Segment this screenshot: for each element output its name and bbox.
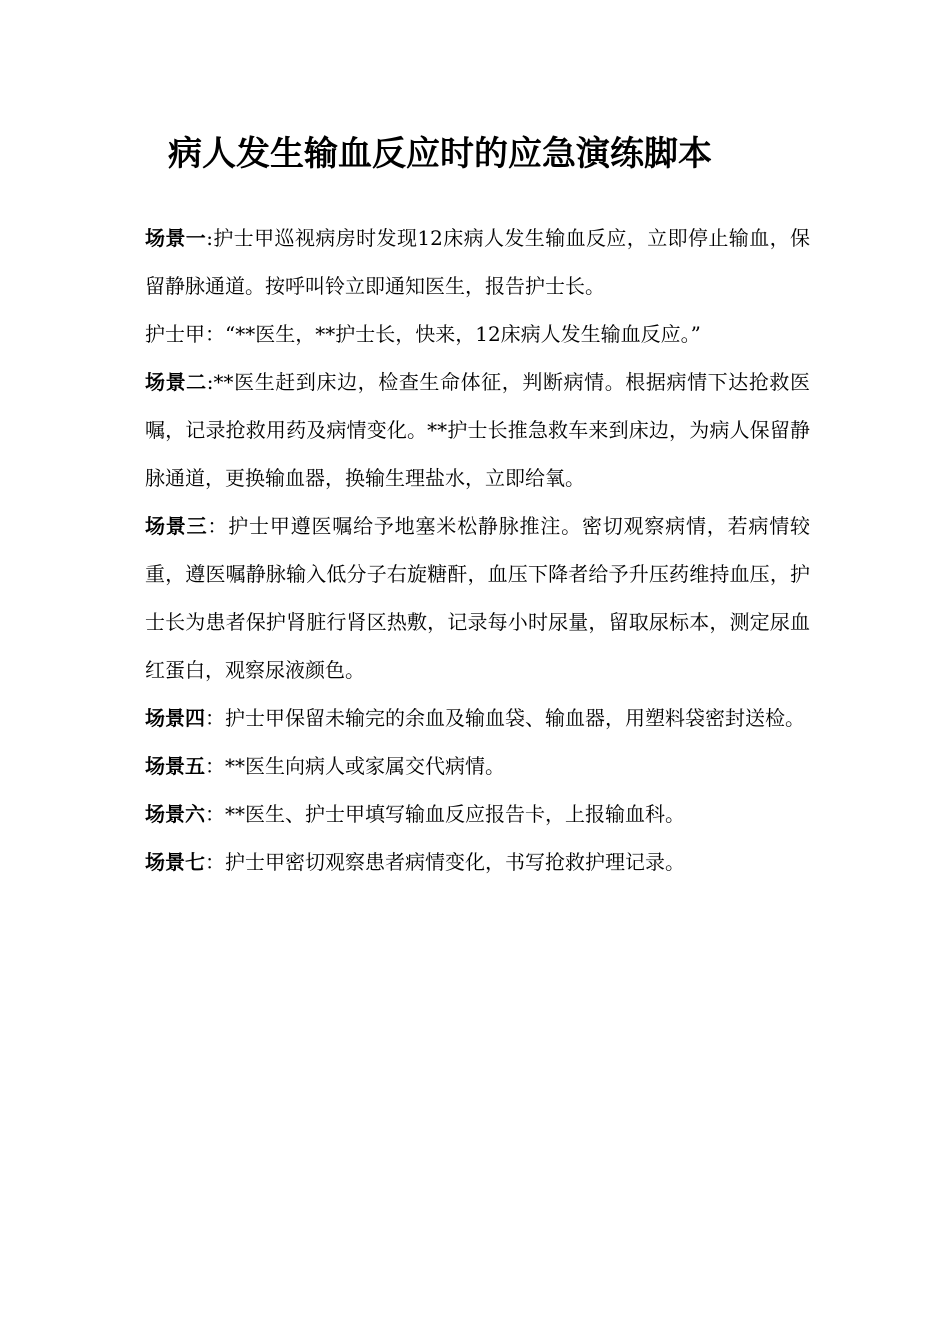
scene-6-text: **医生、护士甲填写输血反应报告卡，上报输血科。 xyxy=(225,802,685,826)
scene-1-paragraph xyxy=(145,214,810,310)
scene-7-paragraph xyxy=(145,838,810,886)
scene-2-label: 场景二 xyxy=(145,370,207,394)
scene-7-label: 场景七 xyxy=(145,850,205,874)
scene-1-label: 场景一 xyxy=(145,226,207,250)
scene-2-text: **医生赶到床边，检查生命体征，判断病情。根据病情下达抢救医嘱，记录抢救用药及病情变化。**护士长推急救车来到床边，为病人保留静脉通道，更换输血器，换输生理盐水，立即给氧。 xyxy=(145,370,811,490)
nurse-a-dialogue-paragraph xyxy=(145,310,810,358)
scene-6-label: 场景六 xyxy=(145,802,205,826)
scene-3-separator: ： xyxy=(207,514,229,538)
scene-1-separator: : xyxy=(206,226,213,250)
scene-6-paragraph xyxy=(145,790,810,838)
nurse-a-dialogue-text: 护士甲：“**医生，**护士长，快来，12床病人发生输血反应。” xyxy=(145,322,701,346)
document-title: 病人发生输血反应时的应急演练脚本 xyxy=(168,134,712,174)
scene-7-text: 护士甲密切观察患者病情变化，书写抢救护理记录。 xyxy=(225,850,685,874)
scene-7-separator: ： xyxy=(205,850,225,874)
scene-3-paragraph xyxy=(145,502,810,694)
scene-3-label: 场景三 xyxy=(145,514,208,538)
scene-4-paragraph xyxy=(145,694,810,742)
scene-5-paragraph xyxy=(145,742,810,790)
scene-4-label: 场景四 xyxy=(145,706,205,730)
scene-1-text: 护士甲巡视病房时发现12床病人发生输血反应，立即停止输血，保留静脉通道。按呼叫铃立即通知医生，报告护士长。 xyxy=(145,226,810,298)
scene-4-text: 护士甲保留未输完的余血及输血袋、输血器，用塑料袋密封送检。 xyxy=(225,706,805,730)
scene-5-text: **医生向病人或家属交代病情。 xyxy=(225,754,505,778)
scene-5-label: 场景五 xyxy=(145,754,205,778)
document-body xyxy=(145,214,810,886)
scene-5-separator: ： xyxy=(205,754,225,778)
scene-3-text: 护士甲遵医嘱给予地塞米松静脉推注。密切观察病情，若病情较重，遵医嘱静脉输入低分子右旋糖酐，血压下降者给予升压药维持血压，护士长为患者保护肾脏行肾区热敷，记录每小时尿量，留取尿标本，测定尿血红蛋白，观察尿液颜色。 xyxy=(145,514,811,682)
scene-2-paragraph xyxy=(145,358,810,502)
scene-6-separator: ： xyxy=(205,802,225,826)
scene-2-separator: : xyxy=(206,370,214,394)
scene-4-separator: ： xyxy=(205,706,225,730)
